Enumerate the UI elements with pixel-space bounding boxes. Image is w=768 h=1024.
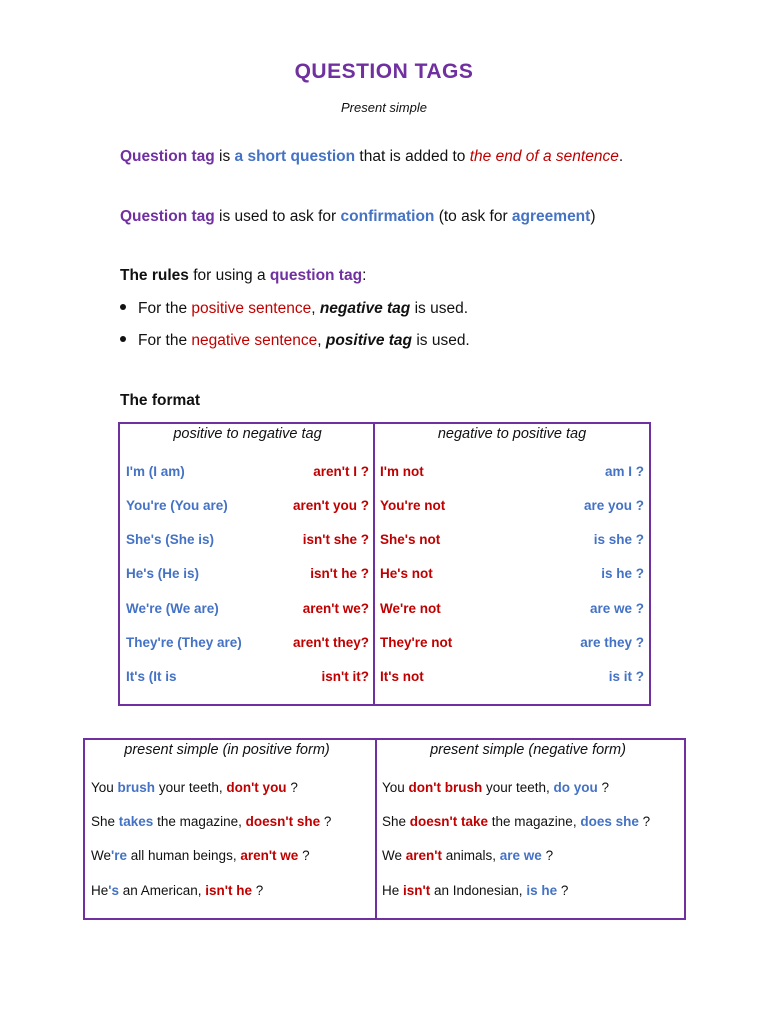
subject: I'm not xyxy=(380,464,424,479)
tag: doesn't she xyxy=(245,814,321,829)
verb: doesn't take xyxy=(409,814,489,829)
rule-bullet xyxy=(120,332,470,350)
text: , xyxy=(317,332,326,349)
text: for using a xyxy=(188,267,270,284)
highlight: negative tag xyxy=(319,300,411,317)
verb: isn't xyxy=(403,883,431,898)
column-header: positive to negative tag xyxy=(173,426,322,442)
column-header: present simple (in positive form) xyxy=(124,742,330,758)
bullet-icon xyxy=(120,336,126,342)
tag: are they ? xyxy=(580,635,644,650)
table-row xyxy=(380,532,644,552)
text: ? xyxy=(286,780,298,795)
term: Question tag xyxy=(120,208,215,225)
tag: am I ? xyxy=(604,464,644,479)
tag: isn't she ? xyxy=(302,532,369,547)
highlight: positive tag xyxy=(325,332,413,349)
subject: It's not xyxy=(380,669,424,684)
text: ? xyxy=(298,848,310,863)
subject: I'm (I am) xyxy=(126,464,185,479)
tag: aren't I ? xyxy=(313,464,369,479)
text: your teeth, xyxy=(155,780,227,795)
highlight: the end of a sentence xyxy=(469,148,619,165)
tag: do you xyxy=(553,780,598,795)
text: You xyxy=(382,780,409,795)
text: an Indonesian, xyxy=(430,883,527,898)
subject: She's (She is) xyxy=(126,532,214,547)
text: ) xyxy=(590,208,596,225)
example-sentence xyxy=(382,780,682,795)
tag: don't you xyxy=(226,780,287,795)
page-subtitle: Present simple xyxy=(341,100,427,115)
text: . xyxy=(618,148,624,165)
text: ? xyxy=(597,780,610,795)
column-header: negative to positive tag xyxy=(437,426,587,442)
text: ? xyxy=(557,883,569,898)
text: : xyxy=(362,267,367,284)
text: We xyxy=(91,848,112,863)
text: is used. xyxy=(412,332,470,349)
subject: He's not xyxy=(380,566,433,581)
example-sentence xyxy=(91,814,371,829)
table-row xyxy=(126,601,369,621)
subject: He's (He is) xyxy=(126,566,199,581)
text: your teeth, xyxy=(482,780,554,795)
subject: It's (It is xyxy=(126,669,177,684)
negative-form-column xyxy=(382,740,682,918)
example-sentence xyxy=(91,780,371,795)
example-sentence xyxy=(91,883,371,898)
bullet-icon xyxy=(120,304,126,310)
table-row xyxy=(380,669,644,689)
tag: isn't it? xyxy=(321,669,369,684)
subject: They're not xyxy=(380,635,453,650)
table-row xyxy=(126,566,369,586)
verb: 's xyxy=(108,883,119,898)
text: is used. xyxy=(410,300,469,317)
text: ? xyxy=(320,814,332,829)
highlight: a short question xyxy=(234,148,356,165)
text: all human beings, xyxy=(127,848,241,863)
rules-heading xyxy=(120,267,366,285)
verb: 're xyxy=(111,848,127,863)
rule-bullet xyxy=(120,300,468,318)
text: We xyxy=(382,848,406,863)
text: She xyxy=(382,814,410,829)
term: question tag xyxy=(269,267,363,284)
verb: brush xyxy=(117,780,156,795)
verb: aren't xyxy=(405,848,442,863)
text: He xyxy=(91,883,109,898)
example-sentence xyxy=(91,848,371,863)
tag: aren't you ? xyxy=(293,498,369,513)
table-row xyxy=(126,498,369,518)
column-header: present simple (negative form) xyxy=(430,742,626,758)
text: For the xyxy=(138,300,192,317)
text: He xyxy=(382,883,404,898)
text: , xyxy=(311,300,320,317)
text: animals, xyxy=(442,848,500,863)
subject: You're (You are) xyxy=(126,498,228,513)
subject: They're (They are) xyxy=(126,635,242,650)
table-row xyxy=(380,601,644,621)
table-divider xyxy=(375,740,377,918)
tag: is she ? xyxy=(593,532,644,547)
text: (to ask for xyxy=(434,208,512,225)
text: the magazine, xyxy=(153,814,246,829)
subject: We're (We are) xyxy=(126,601,219,616)
highlight: positive sentence xyxy=(191,300,312,317)
tag: is he xyxy=(526,883,558,898)
verb: don't brush xyxy=(408,780,483,795)
text: ? xyxy=(638,814,651,829)
text: ? xyxy=(541,848,554,863)
text: an American, xyxy=(118,883,206,898)
table-row xyxy=(380,498,644,518)
subject: We're not xyxy=(380,601,441,616)
present-simple-table xyxy=(83,738,686,920)
tag: isn't he xyxy=(205,883,252,898)
example-sentence xyxy=(382,814,682,829)
text: For the xyxy=(138,332,192,349)
highlight: confirmation xyxy=(340,208,435,225)
text: that is added to xyxy=(355,148,470,165)
table-row xyxy=(380,566,644,586)
subject: You're not xyxy=(380,498,446,513)
tag: isn't he ? xyxy=(310,566,369,581)
table-row xyxy=(126,532,369,552)
subject: She's not xyxy=(380,532,441,547)
text: is xyxy=(214,148,235,165)
highlight: negative sentence xyxy=(191,332,318,349)
table-row xyxy=(126,635,369,655)
table-row xyxy=(380,464,644,484)
text: the magazine, xyxy=(488,814,581,829)
tag: are you ? xyxy=(583,498,644,513)
text: She xyxy=(91,814,119,829)
example-sentence xyxy=(382,883,682,898)
purpose-paragraph xyxy=(120,208,596,226)
tag: aren't we xyxy=(240,848,299,863)
format-heading: The format xyxy=(120,392,201,409)
page-title: QUESTION TAGS xyxy=(294,60,474,83)
verb: takes xyxy=(118,814,154,829)
tag: is he ? xyxy=(601,566,644,581)
definition-paragraph xyxy=(120,148,623,166)
format-table xyxy=(118,422,651,706)
highlight: agreement xyxy=(511,208,591,225)
table-row xyxy=(380,635,644,655)
tag: are we xyxy=(499,848,542,863)
tag: does she xyxy=(580,814,639,829)
tag: are we ? xyxy=(589,601,644,616)
tag: is it ? xyxy=(608,669,644,684)
negative-to-positive-column xyxy=(380,424,644,704)
table-row xyxy=(126,464,369,484)
tag: aren't we? xyxy=(302,601,369,616)
term: Question tag xyxy=(120,148,215,165)
text: is used to ask for xyxy=(214,208,341,225)
rules-label: The rules xyxy=(120,267,189,284)
text: You xyxy=(91,780,118,795)
table-row xyxy=(126,669,369,689)
example-sentence xyxy=(382,848,682,863)
tag: aren't they? xyxy=(293,635,369,650)
positive-to-negative-column xyxy=(126,424,369,704)
text: ? xyxy=(252,883,264,898)
table-divider xyxy=(373,424,375,704)
positive-form-column xyxy=(91,740,371,918)
